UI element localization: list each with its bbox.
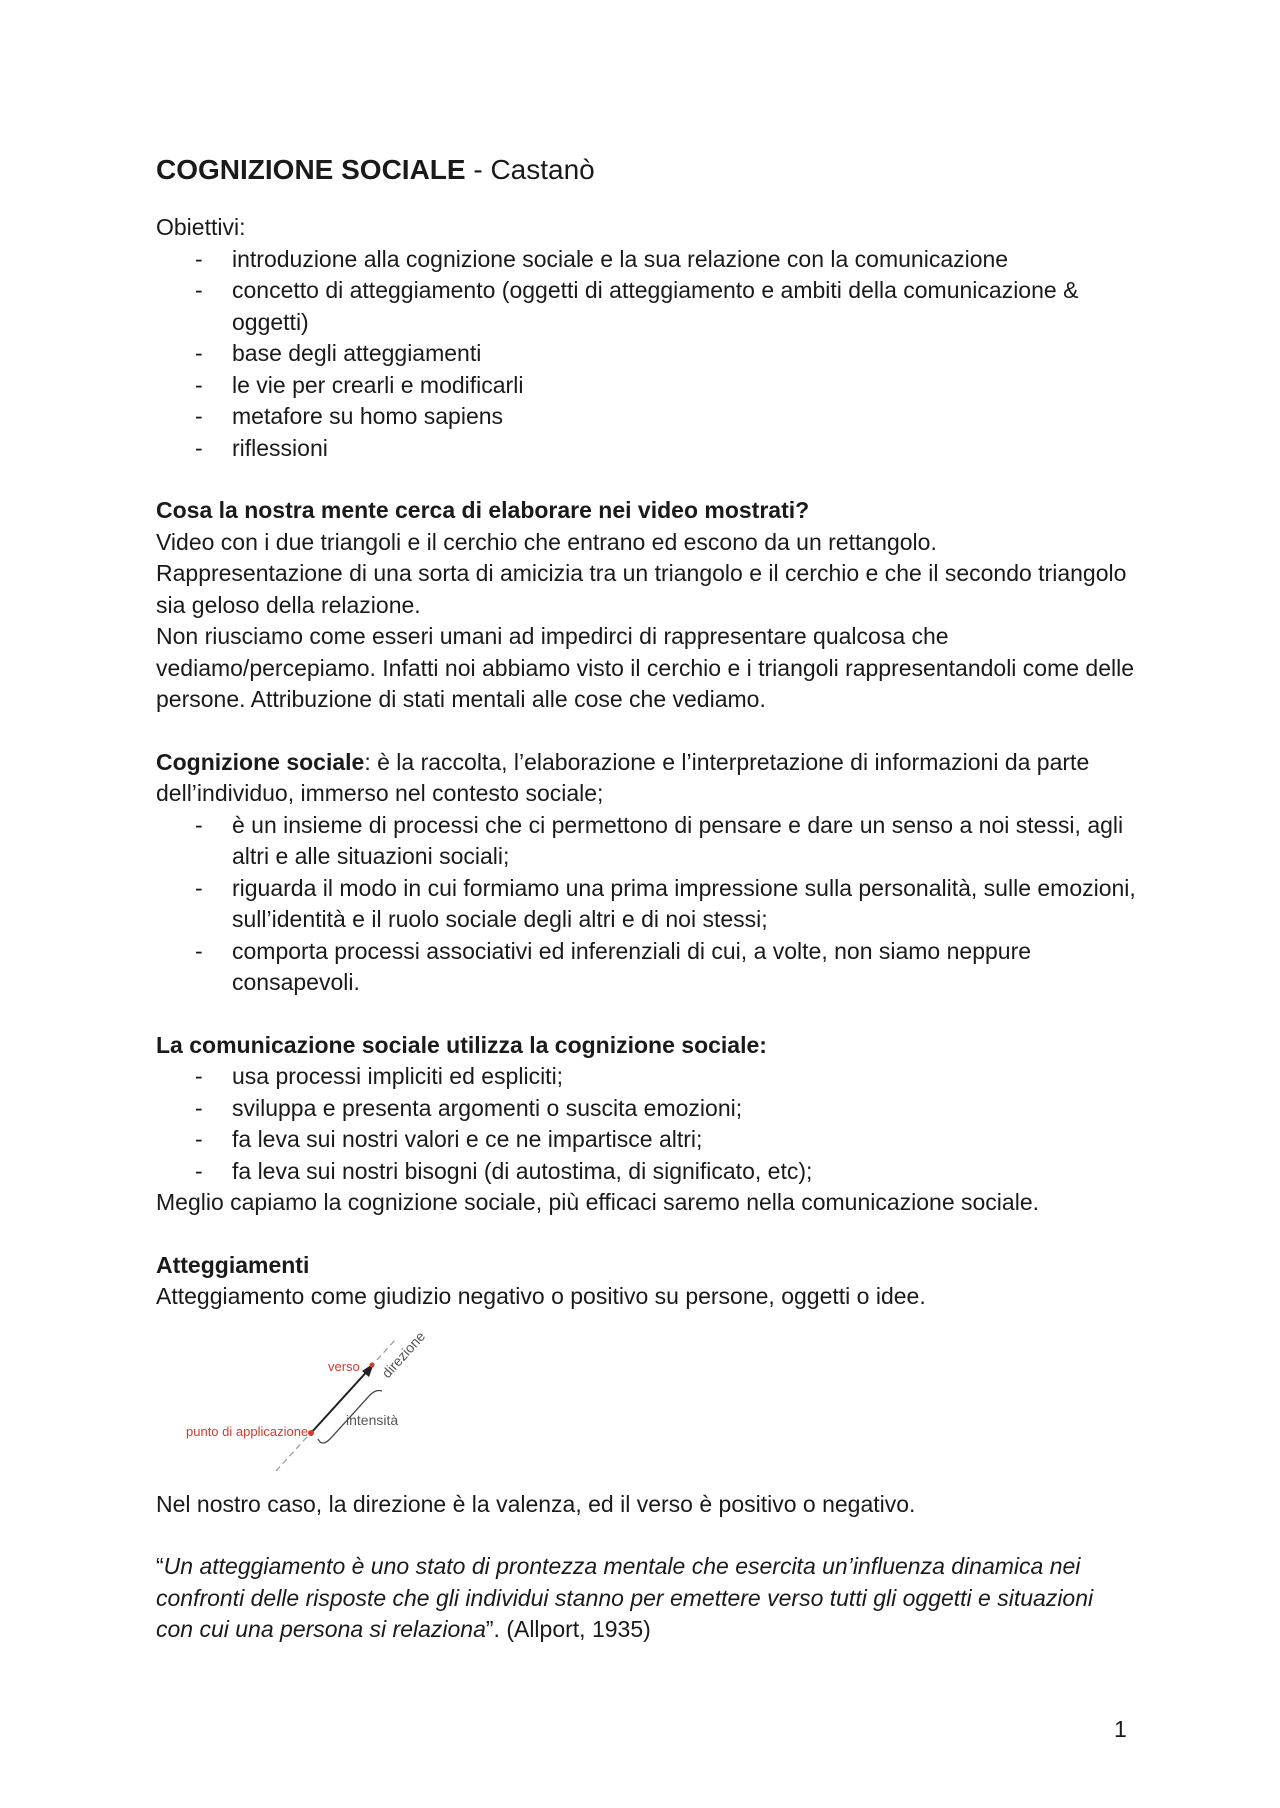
list-item: - sviluppa e presenta argomenti o suscita emozioni; (232, 1093, 1136, 1125)
verso-point (370, 1362, 375, 1367)
document-title (156, 150, 1136, 190)
section-heading-communication: La comunicazione sociale utilizza la cognizione sociale: (156, 1031, 767, 1058)
paragraph: Nel nostro caso, la direzione è la valenza, ed il verso è positivo o negativo. (156, 1490, 916, 1517)
title-author: - Castanò (465, 154, 595, 185)
document-page (156, 150, 1136, 1646)
list-item: - fa leva sui nostri valori e ce ne impartisce altri; (232, 1124, 1136, 1156)
objectives-heading: Obiettivi: (156, 214, 246, 240)
definition-paragraph (156, 747, 1136, 810)
quote-citation: ”. (Allport, 1935) (485, 1616, 651, 1642)
paragraph: Rappresentazione di una sorta di amicizia tra un triangolo e il cerchio e che il secondo triangolo sia geloso della relazione. (156, 560, 1127, 618)
objectives-list (156, 244, 1136, 465)
vector-diagram-svg (166, 1321, 466, 1481)
list-item: - è un insieme di processi che ci permettono di pensare e dare un senso a noi stessi, agli altri e alle situazioni sociali; (232, 810, 1136, 873)
label-verso: verso (328, 1358, 360, 1374)
list-item: - riguarda il modo in cui formiamo una prima impressione sulla personalità, sulle emozioni, sull’identità e il ruolo sociale degli altri e di noi stessi; (232, 873, 1136, 936)
section-heading-videos: Cosa la nostra mente cerca di elaborare nei video mostrati? (156, 497, 810, 523)
paragraph: Atteggiamento come giudizio negativo o positivo su persone, oggetti o idee. (156, 1283, 926, 1309)
list-item: - metafore su homo sapiens (232, 401, 1136, 433)
label-intensita: intensità (346, 1411, 399, 1428)
label-direzione: direzione (378, 1327, 429, 1381)
paragraph: Meglio capiamo la cognizione sociale, più efficaci saremo nella comunicazione sociale. (156, 1189, 1039, 1215)
definition-term: Cognizione sociale (156, 748, 365, 775)
title-bold: COGNIZIONE SOCIALE (156, 154, 466, 185)
list-item: - le vie per crearli e modificarli (232, 370, 1136, 402)
definition-text: : è la raccolta, l’elaborazione e l’interpretazione di informazioni da parte dell’individuo, immerso nel contesto sociale; (156, 748, 1090, 806)
quote-open: “ (156, 1553, 164, 1579)
label-punto-applicazione: punto di applicazione (186, 1423, 309, 1439)
list-item: - usa processi impliciti ed espliciti; (232, 1061, 1136, 1093)
communication-list (156, 1061, 1136, 1187)
section-heading-attitudes: Atteggiamenti (156, 1251, 310, 1278)
application-point (308, 1430, 314, 1436)
paragraph: Non riusciamo come esseri umani ad impedirci di rappresentare qualcosa che vediamo/percepiamo. Infatti noi abbiamo visto il cerchio e i triangoli rappresentandoli come delle persone. Attribuzione di stati mentali alle cose che vediamo. (156, 623, 1135, 712)
list-item: - introduzione alla cognizione sociale e la sua relazione con la comunicazione (232, 244, 1136, 276)
list-item: - comporta processi associativi ed inferenziali di cui, a volte, non siamo neppure consapevoli. (232, 936, 1136, 999)
page-number: 1 (1114, 1716, 1127, 1742)
list-item: - base degli atteggiamenti (232, 338, 1136, 370)
quote-text: Un atteggiamento è uno stato di prontezza mentale che esercita un’influenza dinamica nei confronti delle risposte che gli individui stanno per emettere verso tutti gli oggetti e situazioni con cui una persona si relaziona (156, 1553, 1094, 1642)
vector-diagram (166, 1321, 466, 1481)
allport-quote (156, 1551, 1136, 1646)
list-item: - riflessioni (232, 433, 1136, 465)
paragraph: Video con i due triangoli e il cerchio che entrano ed escono da un rettangolo. (156, 528, 937, 555)
cognition-list (156, 810, 1136, 999)
list-item: - concetto di atteggiamento (oggetti di atteggiamento e ambiti della comunicazione & oggetti) (232, 275, 1136, 338)
list-item: - fa leva sui nostri bisogni (di autostima, di significato, etc); (232, 1156, 1136, 1188)
